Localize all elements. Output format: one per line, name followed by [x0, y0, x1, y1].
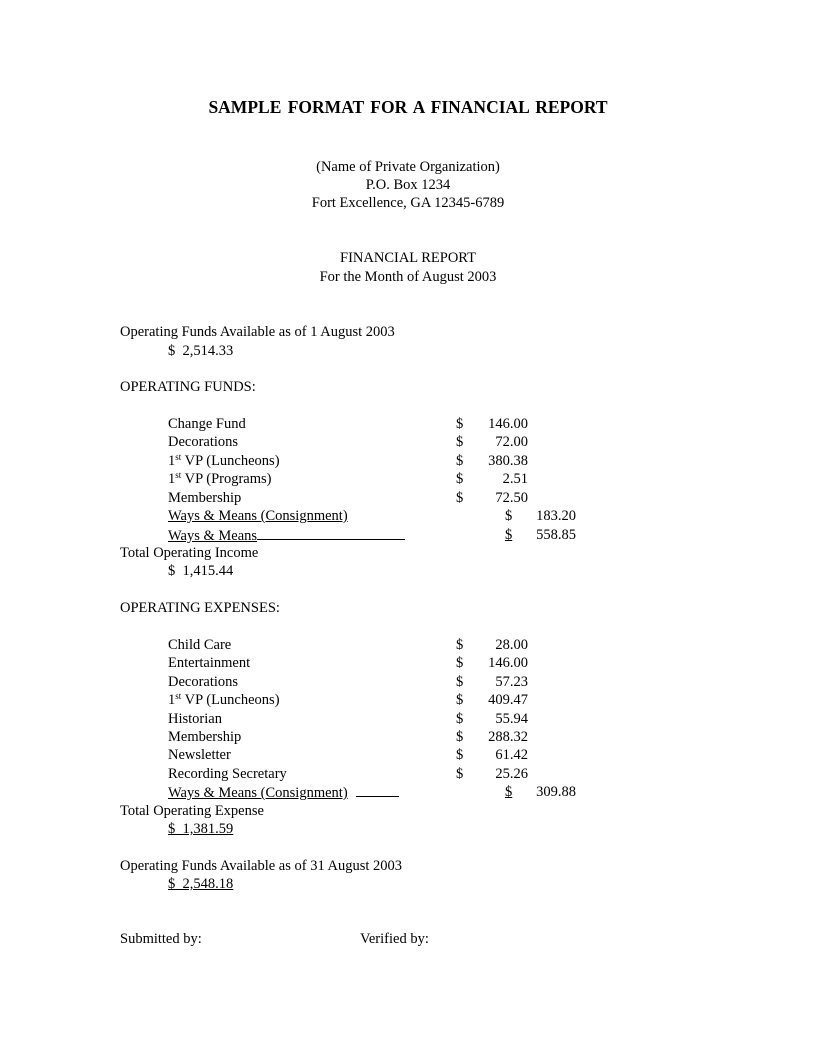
line-item-amount: 72.00	[495, 434, 528, 451]
org-name: (Name of Private Organization)	[316, 159, 500, 175]
line-item-label: Membership	[168, 489, 242, 506]
expense-consignment-label: Ways & Means (Consignment)	[168, 785, 348, 801]
ways-means-line	[168, 526, 405, 545]
line-item-amount: 288.32	[488, 729, 528, 745]
ways-means-amount: 558.85	[536, 527, 576, 543]
line-item-dollar: $	[456, 673, 464, 690]
expense-consignment-fill-line	[356, 783, 399, 797]
operating-funds-heading: OPERATING FUNDS:	[120, 379, 256, 395]
org-city: Fort Excellence, GA 12345-6789	[311, 195, 505, 211]
line-item-label: 1st VP (Luncheons)	[168, 451, 280, 469]
line-item-amount: 2.51	[502, 471, 528, 488]
line-item-amount: 380.38	[488, 452, 528, 469]
line-item-dollar: $	[456, 765, 464, 782]
line-item-dollar: $	[456, 655, 464, 672]
line-item-label: Historian	[168, 710, 222, 727]
line-item-dollar: $	[456, 416, 464, 432]
line-item-amount: 146.00	[488, 655, 528, 672]
line-item-label: 1st VP (Programs)	[168, 470, 272, 488]
line-item-dollar: $	[456, 434, 464, 451]
line-item-dollar: $	[456, 710, 464, 727]
ways-means-fill-line	[257, 526, 405, 540]
page-title: SAMPLE FORMAT FOR A FINANCIAL REPORT	[208, 97, 608, 117]
report-heading: FINANCIAL REPORT	[340, 250, 476, 266]
line-item-label: Decorations	[168, 673, 239, 690]
line-item-amount: 55.94	[495, 710, 528, 727]
org-po-box: P.O. Box 1234	[365, 177, 451, 193]
income-consignment-amount: 183.20	[536, 508, 576, 524]
total-expense-label: Total Operating Expense	[120, 803, 264, 819]
line-item-amount: 409.47	[488, 692, 528, 709]
total-income-label: Total Operating Income	[120, 545, 259, 561]
line-item-amount: 72.50	[495, 489, 528, 506]
line-item-dollar: $	[456, 747, 464, 764]
total-income-value: $ 1,415.44	[168, 563, 234, 579]
operating-expenses-heading: OPERATING EXPENSES:	[120, 600, 280, 616]
closing-funds-label: Operating Funds Available as of 31 August 2003	[120, 858, 403, 874]
line-item-amount: 57.23	[495, 673, 528, 690]
line-item-amount: 25.26	[495, 765, 528, 782]
expense-consignment-line	[168, 783, 399, 802]
ways-means-amount-wrap	[505, 526, 576, 544]
expense-consignment-dollar: $	[505, 784, 513, 800]
line-item-dollar: $	[456, 489, 464, 506]
line-item-dollar: $	[456, 471, 464, 488]
total-expense-value: $ 1,381.59	[168, 821, 234, 837]
line-item-amount: 61.42	[495, 747, 528, 764]
line-item-label: 1st VP (Luncheons)	[168, 691, 280, 709]
line-item-label: Recording Secretary	[168, 765, 287, 782]
line-item-label: Child Care	[168, 637, 232, 653]
closing-funds-value: $ 2,548.18	[168, 876, 234, 892]
line-item-label: Change Fund	[168, 416, 246, 432]
income-consignment-label: Ways & Means (Consignment)	[168, 508, 348, 524]
line-item-label: Entertainment	[168, 655, 251, 672]
report-period: For the Month of August 2003	[319, 269, 497, 285]
verified-by-label: Verified by:	[360, 931, 429, 947]
expense-consignment-amount: 309.88	[536, 784, 576, 800]
line-item-label: Newsletter	[168, 747, 231, 764]
ways-means-dollar: $	[505, 527, 513, 543]
line-item-dollar: $	[456, 637, 464, 653]
ways-means-label: Ways & Means	[168, 528, 258, 544]
income-consignment-dollar: $	[505, 508, 513, 524]
opening-funds-value: $ 2,514.33	[168, 343, 234, 359]
expense-consignment-amount-wrap	[505, 783, 576, 801]
line-item-dollar: $	[456, 692, 464, 709]
submitted-by-label: Submitted by:	[120, 931, 202, 947]
line-item-dollar: $	[456, 452, 464, 469]
line-item-amount: 146.00	[488, 416, 528, 432]
line-item-dollar: $	[456, 729, 464, 745]
line-item-label: Membership	[168, 729, 242, 745]
line-item-amount: 28.00	[495, 637, 528, 653]
opening-funds-label: Operating Funds Available as of 1 August 2003	[120, 324, 395, 340]
line-item-label: Decorations	[168, 434, 239, 451]
